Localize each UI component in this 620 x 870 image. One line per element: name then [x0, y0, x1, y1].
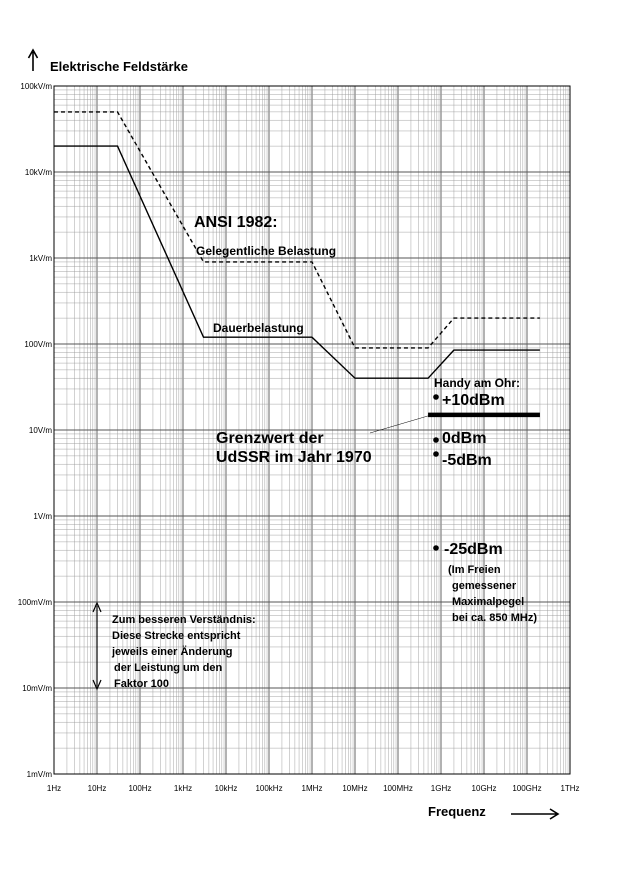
ansi-title: ANSI 1982: [194, 214, 278, 231]
explanation-line-3: jeweils einer Änderung [112, 646, 233, 658]
x-tick-label: 1kHz [173, 784, 193, 793]
handy-point-label: +10dBm [442, 392, 505, 409]
y-tick-label: 1mV/m [26, 770, 52, 779]
handy-point-0 [433, 430, 486, 447]
freien-note-line-2: gemessener [452, 580, 517, 592]
x-tick-label: 10Hz [87, 784, 107, 793]
handy-point-label: 0dBm [442, 430, 487, 447]
double-arrow-icon [93, 603, 101, 689]
explanation-line-5: Faktor 100 [114, 678, 170, 690]
y-tick-label: 10kV/m [24, 168, 52, 177]
x-tick-label: 1GHz [430, 784, 452, 793]
handy-point-marker [433, 437, 439, 443]
x-tick-label: 100GHz [512, 784, 542, 793]
y-tick-label: 10mV/m [22, 684, 52, 693]
dauer-label: Dauerbelastung [213, 321, 304, 335]
ussr-label-line-2: UdSSR im Jahr 1970 [216, 449, 372, 466]
explanation-line-1: Zum besseren Verständnis: [112, 614, 256, 626]
y-axis-arrow-icon [29, 50, 38, 71]
x-tick-label: 1THz [560, 784, 580, 793]
handy-point-marker [433, 545, 439, 551]
x-axis-arrow-icon [511, 809, 558, 819]
handy-point-marker [433, 394, 439, 400]
x-tick-label: 10MHz [342, 784, 368, 793]
y-tick-label: 100kV/m [20, 82, 52, 91]
freien-note-line-3: Maximalpegel [452, 596, 525, 608]
handy-point-marker [433, 451, 439, 457]
x-tick-label: 10GHz [471, 784, 497, 793]
ussr-label-line-1: Grenzwert der [216, 430, 324, 447]
y-tick-label: 100mV/m [17, 598, 52, 607]
x-tick-label: 1Hz [46, 784, 62, 793]
y-tick-label: 1kV/m [29, 254, 52, 263]
handy-point-plus10 [433, 392, 505, 409]
x-tick-label: 1MHz [301, 784, 323, 793]
handy-point-minus5 [433, 451, 492, 469]
x-tick-label: 100kHz [255, 784, 283, 793]
y-axis-label: Elektrische Feldstärke [50, 59, 189, 74]
explanation-line-2: Diese Strecke entspricht [112, 630, 241, 642]
handy-title: Handy am Ohr: [434, 376, 521, 390]
y-tick-label: 10V/m [28, 426, 52, 435]
x-tick-label: 10kHz [214, 784, 238, 793]
gelegentlich-label: Gelegentliche Belastung [196, 244, 337, 258]
y-tick-label: 100V/m [24, 340, 52, 349]
handy-point-label: -25dBm [444, 541, 503, 558]
explanation-line-4: der Leistung um den [114, 662, 223, 674]
freien-note-line-4: bei ca. 850 MHz) [452, 612, 537, 624]
y-tick-label: 1V/m [33, 512, 52, 521]
x-tick-label: 100Hz [128, 784, 152, 793]
freien-note-line-1: (Im Freien [448, 564, 501, 576]
x-axis-label: Frequenz [428, 804, 486, 819]
x-tick-label: 100MHz [383, 784, 413, 793]
handy-point-minus25 [433, 541, 502, 558]
handy-point-label: -5dBm [442, 452, 492, 469]
